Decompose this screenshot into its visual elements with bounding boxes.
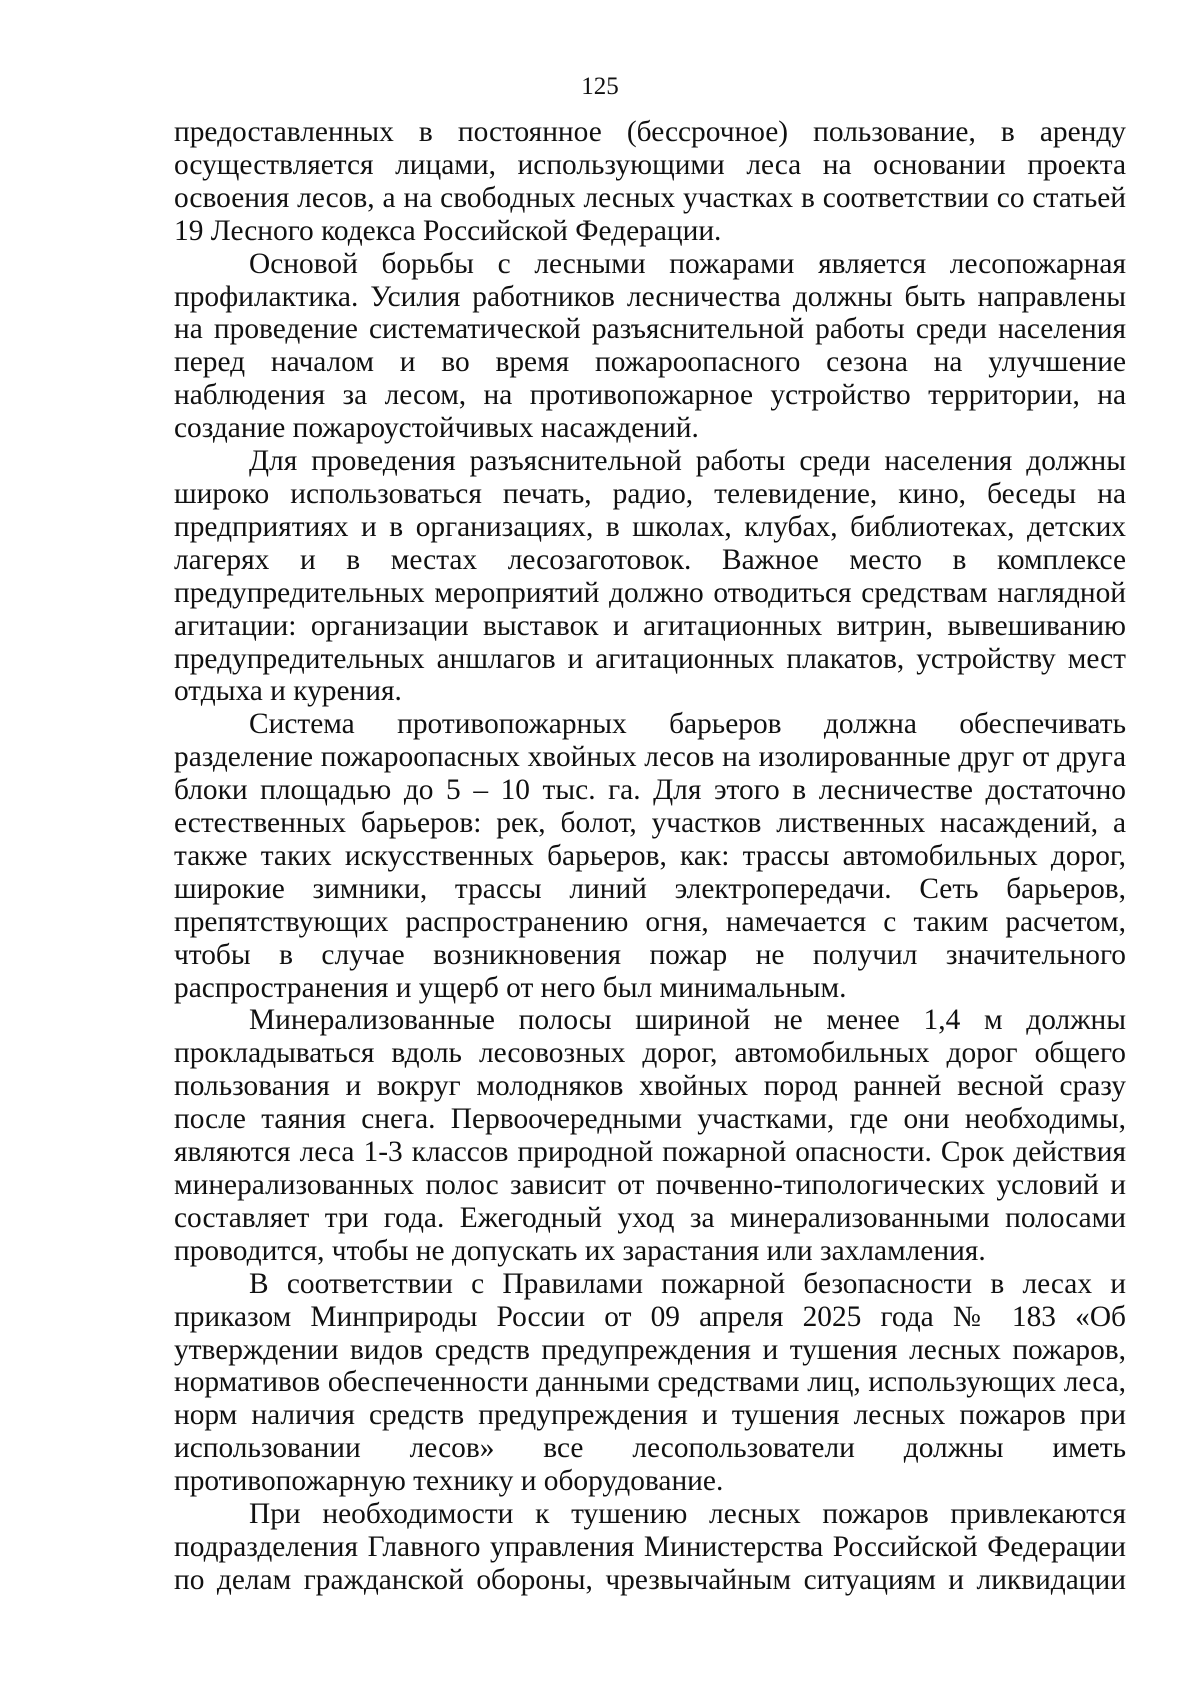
paragraph-continuation: предоставленных в постоянное (бессрочное) пользование, в аренду осуществляется лицами, использующими леса на основании проекта освоения лесов, а на свободных лесных участках в соответствии со статьей 19 Лесного кодекса Российской Федерации. bbox=[174, 116, 1126, 247]
document-body bbox=[174, 116, 1126, 1597]
paragraph-regulations: В соответствии с Правилами пожарной безопасности в лесах и приказом Минприроды России от 09 апреля 2025 года № 183 «Об утверждении видов средств предупреждения и тушения лесных пожаров, нормативов обеспеченности данными средствами лиц, использующих леса, норм наличия средств предупреждения и тушения лесных пожаров при использовании лесов» все лесопользователи должны иметь противопожарную технику и оборудование. bbox=[174, 1267, 1126, 1498]
paragraph-outreach: Для проведения разъяснительной работы среди населения должны широко использоваться печать, радио, телевидение, кино, беседы на предприятиях и в организациях, в школах, клубах, библиотеках, детских лагерях и в местах лесозаготовок. Важное место в комплексе предупредительных мероприятий должно отводиться средствам наглядной агитации: организации выставок и агитационных витрин, вывешиванию предупредительных аншлагов и агитационных плакатов, устройству мест отдыха и курения. bbox=[174, 445, 1126, 708]
paragraph-emergency-units: При необходимости к тушению лесных пожаров привлекаются подразделения Главного управления Министерства Российской Федерации по делам гражданской обороны, чрезвычайным ситуациям и ликвидации bbox=[174, 1498, 1126, 1596]
page-number: 125 bbox=[581, 73, 619, 100]
paragraph-mineralized-strips: Минерализованные полосы шириной не менее 1,4 м должны прокладываться вдоль лесовозных дорог, автомобильных дорог общего пользования и вокруг молодняков хвойных пород ранней весной сразу после таяния снега. Первоочередными участками, где они необходимы, являются леса 1-3 классов природной пожарной опасности. Срок действия минерализованных полос зависит от почвенно-типологических условий и составляет три года. Ежегодный уход за минерализованными полосами проводится, чтобы не допускать их зарастания или захламления. bbox=[174, 1004, 1126, 1267]
paragraph-fire-barriers: Система противопожарных барьеров должна обеспечивать разделение пожароопасных хвойных лесов на изолированные друг от друга блоки площадью до 5 – 10 тыс. га. Для этого в лесничестве достаточно естественных барьеров: рек, болот, участков лиственных насаждений, а также таких искусственных барьеров, как: трассы автомобильных дорог, широкие зимники, трассы линий электропередачи. Сеть барьеров, препятствующих распространению огня, намечается с таким расчетом, чтобы в случае возникновения пожар не получил значительного распространения и ущерб от него был минимальным. bbox=[174, 708, 1126, 1004]
paragraph-fire-prevention: Основой борьбы с лесными пожарами является лесопожарная профилактика. Усилия работников лесничества должны быть направлены на проведение систематической разъяснительной работы среди населения перед началом и во время пожароопасного сезона на улучшение наблюдения за лесом, на противопожарное устройство территории, на создание пожароустойчивых насаждений. bbox=[174, 247, 1126, 445]
